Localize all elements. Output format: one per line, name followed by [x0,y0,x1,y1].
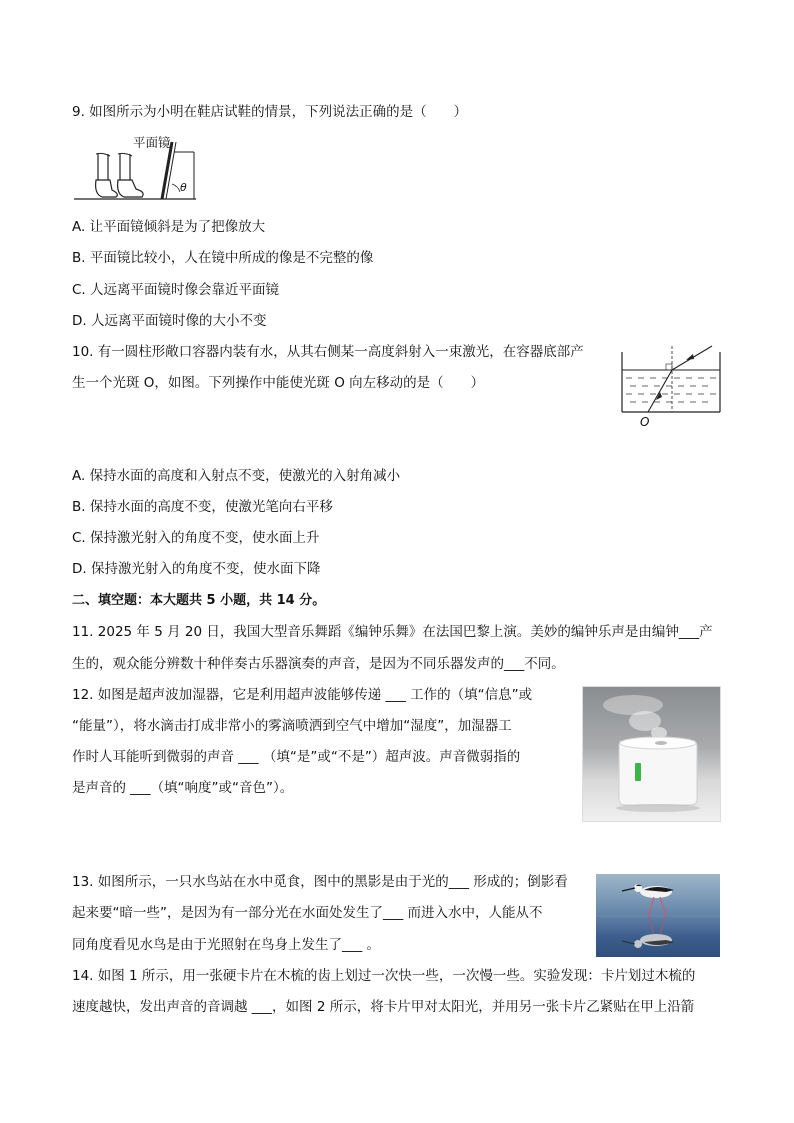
water-bird-photo [596,874,720,957]
q9-option-b: B. 平面镜比较小，人在镜中所成的像是不完整的像 [72,250,374,266]
q10-stem-line2: 生一个光斑 O，如图。下列操作中能使光斑 O 向左移动的是（ ） [72,375,485,391]
q9-option-a: A. 让平面镜倾斜是为了把像放大 [72,219,266,235]
q14-line2: 速度越快，发出声音的音调越 ___，如图 2 所示，将卡片甲对太阳光，并用另一张卡片乙紧贴在甲上沿箭 [72,999,695,1015]
q10-option-a: A. 保持水面的高度和入射点不变，使激光的入射角减小 [72,468,401,484]
q12-line2: “能量”），将水滴击打成非常小的雾滴喷洒到空气中增加“湿度”，加湿器工 [72,718,512,734]
q9-option-c: C. 人远离平面镜时像会靠近平面镜 [72,282,280,298]
q9-option-d: D. 人远离平面镜时像的大小不变 [72,313,267,329]
section-heading: 二、填空题：本大题共 5 小题，共 14 分。 [72,593,326,608]
humidifier-photo [582,686,721,822]
q10-option-c: C. 保持激光射入的角度不变，使水面上升 [72,530,320,546]
q12-line3: 作时人耳能听到微弱的声音 ___ （填“是”或“不是”）超声波。声音微弱指的 [72,749,521,765]
mirror-label: 平面镜 [133,135,171,150]
q10-stem-line1: 10. 有一圆柱形敞口容器内装有水，从其右侧某一高度斜射入一束激光，在容器底部产 [72,344,584,360]
spot-o-label: O [640,415,650,429]
q10-option-b: B. 保持水面的高度不变，使激光笔向右平移 [72,499,333,515]
water-container-laser-figure [616,342,726,414]
q10-option-d: D. 保持激光射入的角度不变，使水面下降 [72,561,321,577]
q13-line1: 13. 如图所示，一只水鸟站在水中觅食，图中的黑影是由于光的___ 形成的；倒影看 [72,874,568,890]
angle-theta-label: θ [180,181,187,194]
q14-line1: 14. 如图 1 所示，用一张硬卡片在木梳的齿上划过一次快一些，一次慢一些。实验发现：卡片划过木梳的 [72,968,696,984]
q12-line1: 12. 如图是超声波加湿器，它是利用超声波能够传递 ___ 工作的（填“信息”或 [72,687,533,703]
q11-line2: 生的，观众能分辨数十种伴奏古乐器演奏的声音，是因为不同乐器发声的___不同。 [72,656,565,672]
q11-line1: 11. 2025 年 5 月 20 日，我国大型音乐舞蹈《编钟乐舞》在法国巴黎上演。美妙的编钟乐声是由编钟___产 [72,624,713,640]
q13-line2: 起来要“暗一些”，是因为有一部分光在水面处发生了___ 而进入水中，人能从不 [72,905,543,921]
q13-line3: 同角度看见水鸟是由于光照射在鸟身上发生了___ 。 [72,937,381,953]
q12-line4: 是声音的 ___（填“响度”或“音色”）。 [72,780,294,796]
q9-stem: 9. 如图所示为小明在鞋店试鞋的情景，下列说法正确的是（ ） [72,104,468,120]
